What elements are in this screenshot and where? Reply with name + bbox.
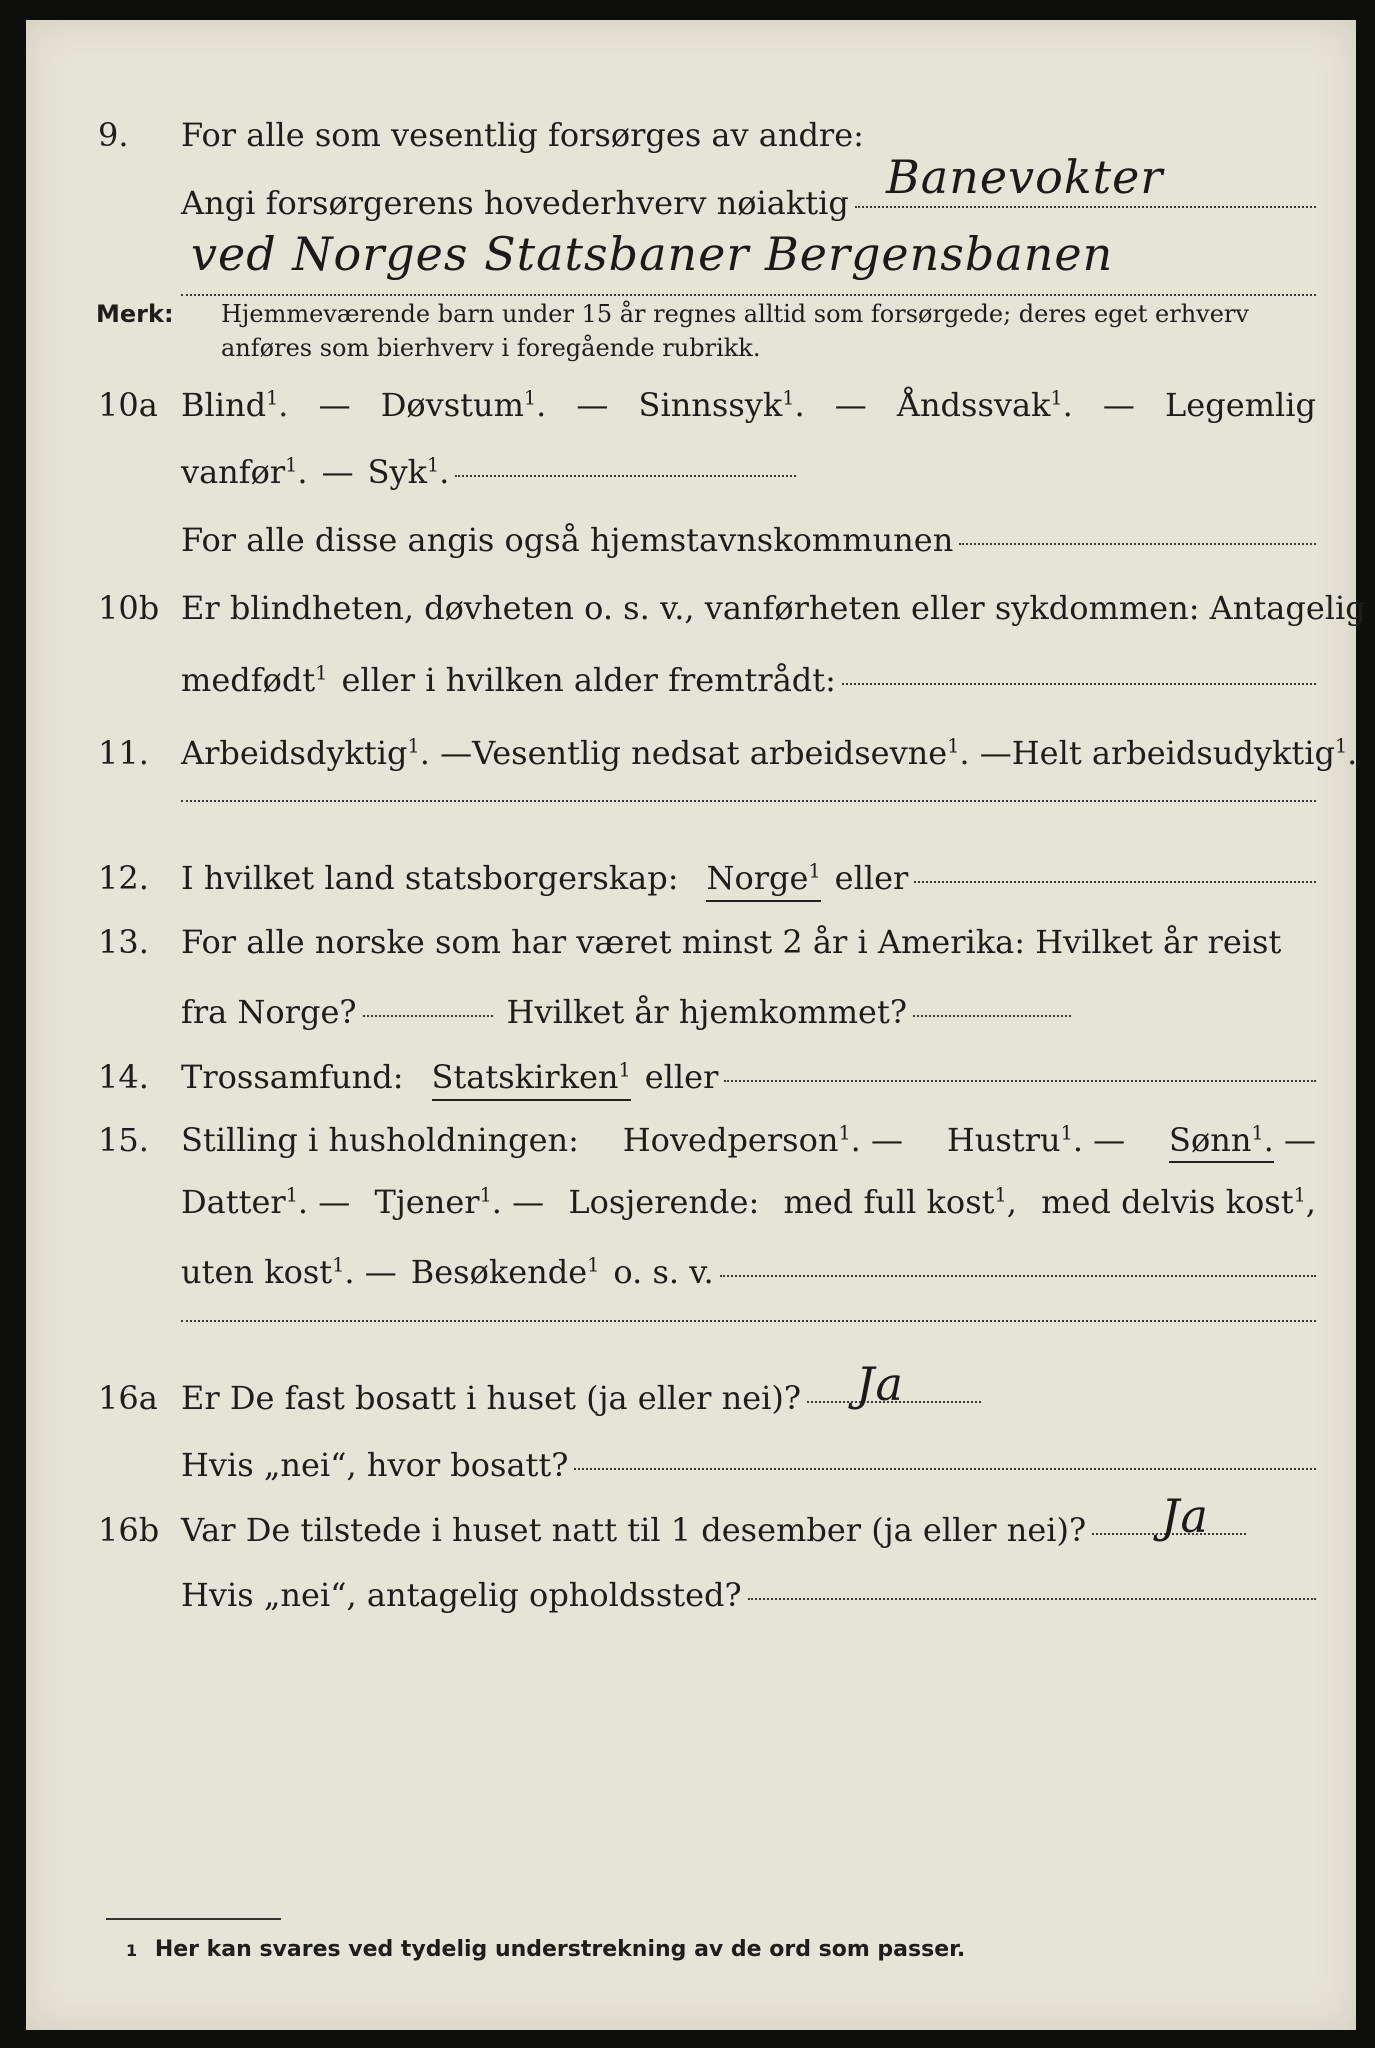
note-text: anføres som bierhverv i foregående rubrikk. <box>221 334 761 362</box>
answer-line-year-returned[interactable] <box>913 1015 1071 1017</box>
answer-line[interactable] <box>914 881 1316 883</box>
question-11-answer <box>26 790 1356 820</box>
answer-line[interactable] <box>720 1275 1316 1277</box>
question-number: 10b <box>98 589 160 627</box>
question-number: 10a <box>98 386 158 424</box>
answer-line-year-left[interactable] <box>363 1015 493 1017</box>
question-text: Er blindheten, døvheten o. s. v., vanførheten eller sykdommen: Antagelig <box>181 589 1366 627</box>
question-text: Var De tilstede i huset natt til 1 desember (ja eller nei)? <box>181 1511 1087 1549</box>
option-syk: Syk$^1$. <box>367 453 450 491</box>
footnote-rule <box>106 1918 281 1920</box>
option-sinnssyk: Sinnssyk$^1$. <box>638 386 805 424</box>
handwritten-answer: ved Norges Statsbaner Bergensbanen <box>191 227 1114 281</box>
question-text: Hvis „nei“, hvor bosatt? <box>181 1446 569 1484</box>
question-number: 15. <box>98 1121 149 1159</box>
question-text: Hvis „nei“, antagelig opholdssted? <box>181 1576 742 1614</box>
answer-line[interactable] <box>842 683 1316 685</box>
question-number: 12. <box>98 859 149 897</box>
handwritten-answer: Ja <box>856 1357 904 1411</box>
answer-line[interactable] <box>455 475 796 477</box>
question-text: Er De fast bosatt i huset (ja eller nei)? <box>181 1379 802 1417</box>
note-label: Merk: <box>96 300 174 328</box>
option-vanfor: vanfør$^1$. <box>181 453 308 491</box>
question-text: For alle disse angis også hjemstavnskommunen <box>181 521 954 559</box>
answer-line[interactable] <box>959 543 1316 545</box>
answer-line[interactable] <box>724 1080 1316 1082</box>
question-number: 13. <box>98 923 149 961</box>
option-andssvak: Åndssvak$^1$. <box>896 386 1073 424</box>
option-blind: Blind$^1$. <box>181 386 289 424</box>
answer-line[interactable] <box>181 294 1316 296</box>
question-number: 16a <box>98 1379 158 1417</box>
option-statskirken-underlined: Statskirken$^1$ <box>432 1057 631 1101</box>
answer-line[interactable] <box>855 206 1316 208</box>
question-text: For alle som vesentlig forsørges av andre: <box>181 116 864 154</box>
question-9-occupation-cont <box>26 227 1356 298</box>
handwritten-answer: Ja <box>1161 1489 1209 1543</box>
answer-line[interactable] <box>748 1598 1316 1600</box>
question-number: 14. <box>98 1058 149 1096</box>
question-text: Angi forsørgerens hovederhverv nøiaktig <box>181 184 849 222</box>
option-arbeidsdyktig: Arbeidsdyktig$^1$. — <box>181 734 473 772</box>
footnote: 1 Her kan svares ved tydelig understrekning av de ord som passer. <box>126 1937 966 1962</box>
question-number: 16b <box>98 1511 160 1549</box>
option-norge-underlined: Norge$^1$ <box>706 858 820 902</box>
option-sonn-underlined: Sønn$^1$. <box>1169 1121 1274 1163</box>
question-text: eller i hvilken alder fremtrådt: <box>341 661 836 699</box>
question-text: For alle norske som har været minst 2 år i Amerika: Hvilket år reist <box>181 923 1282 961</box>
question-number: 9. <box>98 116 129 154</box>
option-legemlig: Legemlig <box>1165 386 1316 424</box>
census-form-page: 9. For alle som vesentlig forsørges av andre: Angi forsørgerens hovederhverv nøiaktig Banevokter ved Norges Statsbaner Bergensbanen Merk: Hjemmeværende barn under 15 år regnes alltid som forsørgede; deres eget erhverv anføres som bierhverv i foregående rubrikk. 10a Blind$^1$. — Døvstum$^1$. — Sinnssyk$^1$. — Åndssvak$^1$. — Legemlig vanfør$^1$. — Syk$^1$. For alle disse angis også hjemstavnskommunen 10b Er blindheten, døvheten o. s. v., vanførheten eller sykdommen: Antagelig medfødt$^1$ eller i hvilken alder fremtrådt: 11. Arbeidsdyktig$^1$. — Vesentlig nedsat arbeidsevne$^1$. — Helt arbeidsudyktig$^1$. 12. I hvilket land statsborgerskap: Norge$^1$ eller 13. For alle norske som har været minst 2 år i Amerika: Hvilket år reist fra Norge? Hvilket år hjemkommet? 14. Trossamfund: Statskirken$^1$ eller 15. Stilling i husholdningen: Hovedperson$^1$. — Hustru$^1$. — Sønn$^1$. — Datter$^1$. — Tjener$^1$. — Losjerende: med full kost$^1$, med delvis kost$^1$, uten kost$^1$. — Besøkende$^1$ o. s. v. 16a Er De fast bosatt i huset (ja eller nei)? Ja Hvis „nei“, hvor bosatt? 16b Var De tilstede i huset natt til 1 desember (ja eller nei)? Ja Hvis „nei“, antagelig opholdssted? 1 Her kan svares ved tydelig understrekning av de ord som passer. <box>26 20 1356 2030</box>
answer-line[interactable] <box>181 1320 1316 1322</box>
option-dovstum: Døvstum$^1$. <box>380 386 547 424</box>
note-block <box>26 298 1356 368</box>
option-nedsat: Vesentlig nedsat arbeidsevne$^1$. — <box>472 734 1012 772</box>
question-number: 11. <box>98 734 149 772</box>
question-15-answer <box>26 1310 1356 1340</box>
answer-line[interactable] <box>574 1468 1316 1470</box>
option-udyktig: Helt arbeidsudyktig$^1$. <box>1011 734 1358 772</box>
handwritten-answer: Banevokter <box>886 150 1164 204</box>
answer-line[interactable] <box>181 800 1316 802</box>
note-text: Hjemmeværende barn under 15 år regnes alltid som forsørgede; deres eget erhverv <box>221 300 1249 328</box>
